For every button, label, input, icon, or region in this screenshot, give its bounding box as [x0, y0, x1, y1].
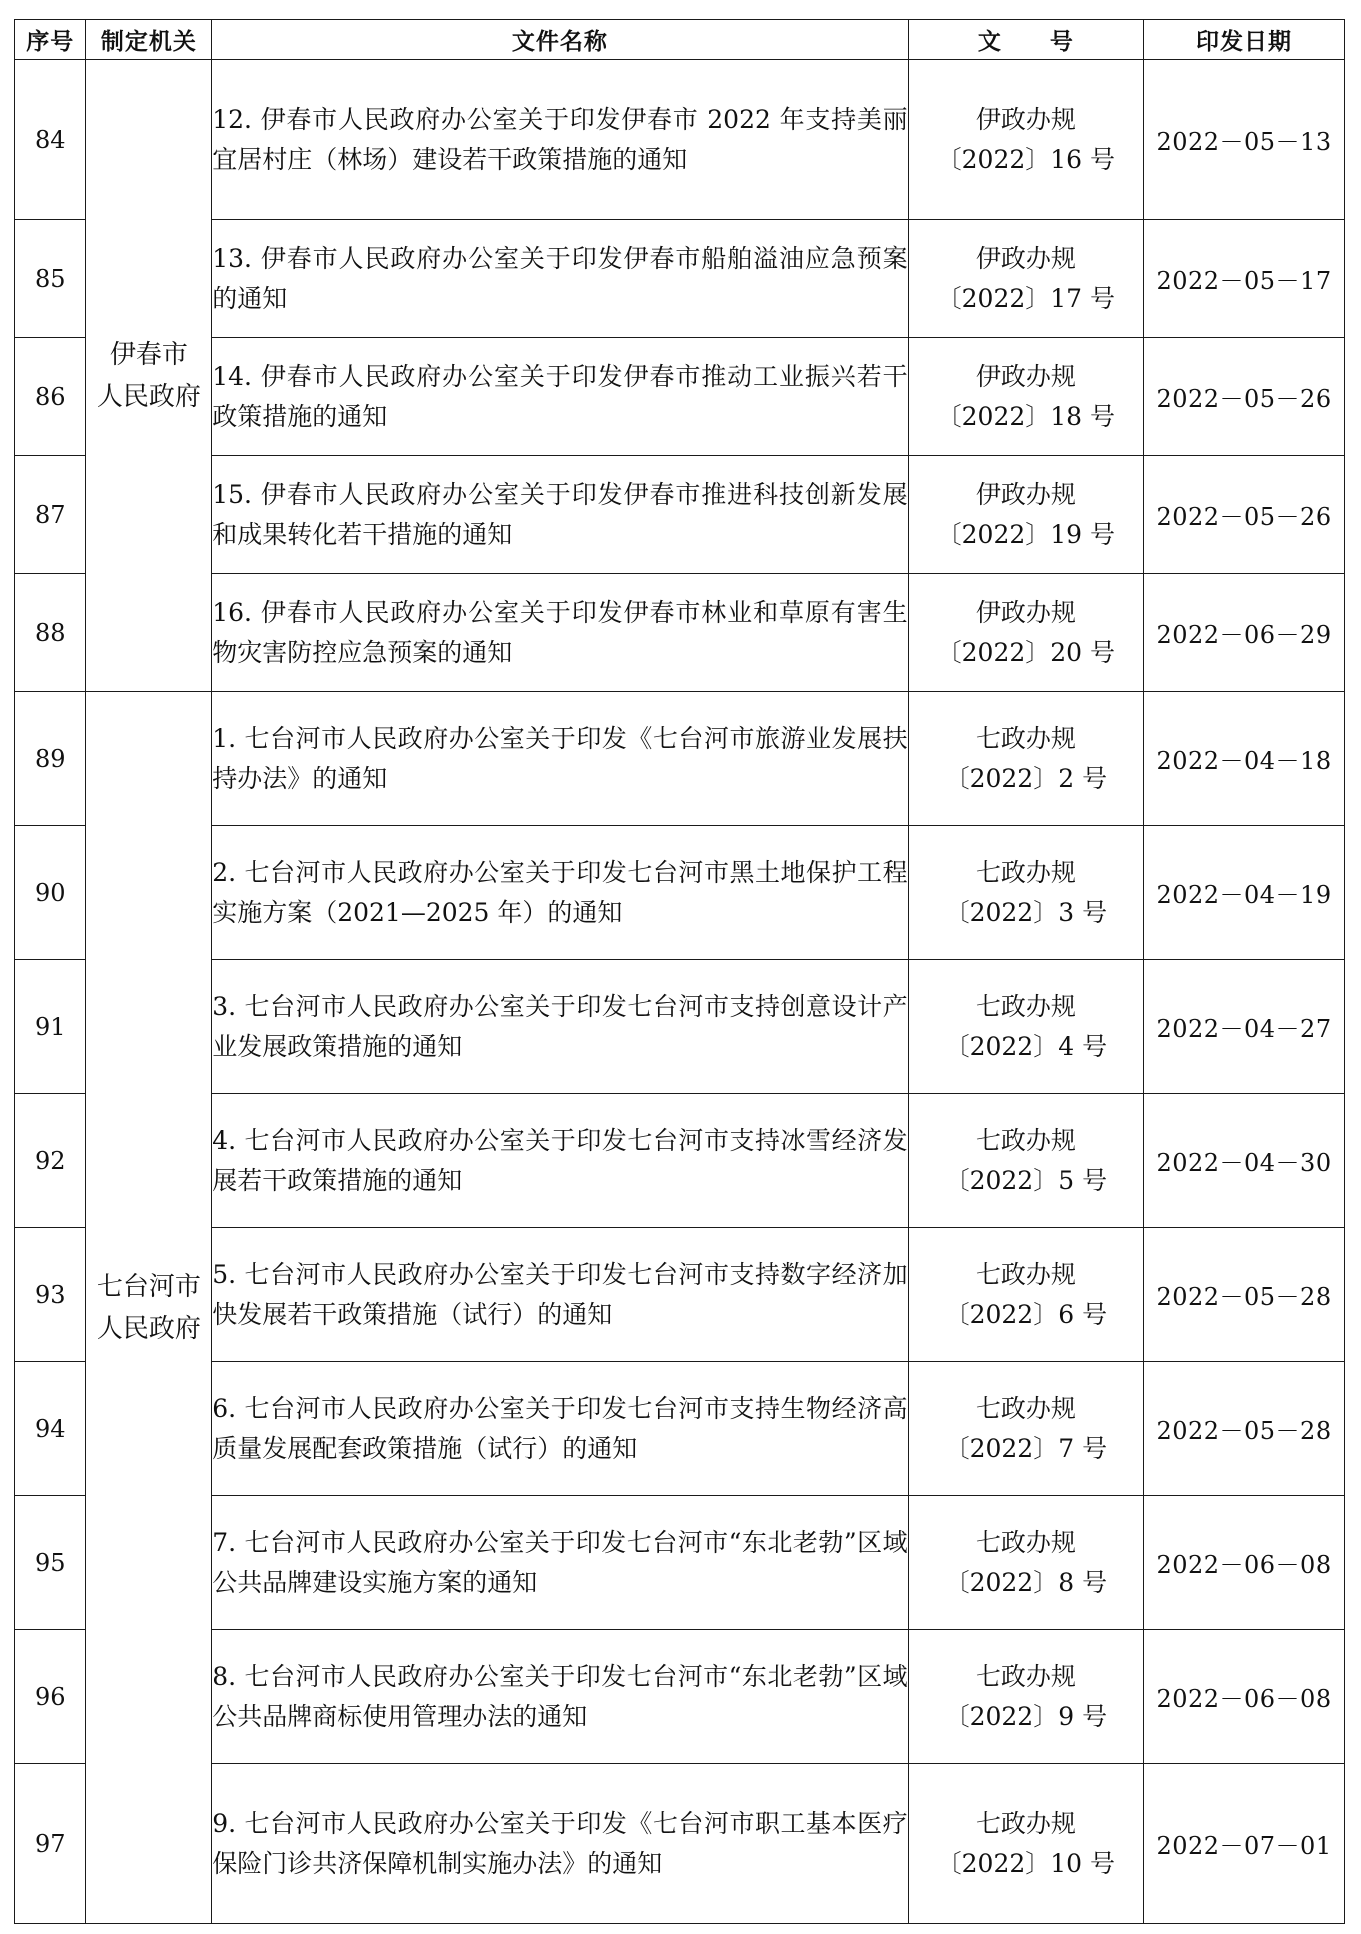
seq-cell: 90	[15, 826, 86, 960]
seq-cell: 94	[15, 1362, 86, 1496]
docno-cell	[908, 456, 1143, 574]
docno-cell	[908, 1228, 1143, 1362]
docno-line-2: 〔2022〕16 号	[936, 144, 1116, 174]
table-row	[15, 1362, 1345, 1496]
date-cell: 2022－04－30	[1144, 1094, 1345, 1228]
docno-cell	[908, 60, 1143, 220]
title-cell: 6. 七台河市人民政府办公室关于印发七台河市支持生物经济高质量发展配套政策措施（试行）的通知	[212, 1362, 908, 1496]
docno-cell	[908, 220, 1143, 338]
docno-cell	[908, 1094, 1143, 1228]
docno-line-1: 伊政办规	[975, 243, 1076, 273]
regulation-table	[14, 19, 1345, 1924]
docno-cell	[908, 692, 1143, 826]
title-cell: 16. 伊春市人民政府办公室关于印发伊春市林业和草原有害生物灾害防控应急预案的通知	[212, 574, 908, 692]
docno-line-2: 〔2022〕7 号	[944, 1433, 1108, 1463]
docno-line-1: 七政办规	[975, 991, 1076, 1021]
docno-line-2: 〔2022〕6 号	[944, 1299, 1108, 1329]
table-row	[15, 338, 1345, 456]
title-cell: 3. 七台河市人民政府办公室关于印发七台河市支持创意设计产业发展政策措施的通知	[212, 960, 908, 1094]
docno-line-1: 七政办规	[975, 1661, 1076, 1691]
docno-cell	[908, 338, 1143, 456]
docno-line-2: 〔2022〕19 号	[936, 519, 1116, 549]
title-cell: 1. 七台河市人民政府办公室关于印发《七台河市旅游业发展扶持办法》的通知	[212, 692, 908, 826]
docno-line-1: 七政办规	[975, 1527, 1076, 1557]
table-row	[15, 1228, 1345, 1362]
table-row	[15, 60, 1345, 220]
docno-line-2: 〔2022〕10 号	[936, 1848, 1116, 1878]
header-org: 制定机关	[86, 20, 212, 60]
date-cell: 2022－04－27	[1144, 960, 1345, 1094]
seq-cell: 89	[15, 692, 86, 826]
title-cell: 13. 伊春市人民政府办公室关于印发伊春市船舶溢油应急预案的通知	[212, 220, 908, 338]
table-row	[15, 1630, 1345, 1764]
header-title: 文件名称	[212, 20, 908, 60]
table-row	[15, 960, 1345, 1094]
title-cell: 7. 七台河市人民政府办公室关于印发七台河市“东北老勃”区域公共品牌建设实施方案的通知	[212, 1496, 908, 1630]
table-row	[15, 1094, 1345, 1228]
date-cell: 2022－04－19	[1144, 826, 1345, 960]
docno-line-2: 〔2022〕9 号	[944, 1701, 1108, 1731]
org-cell-yichun: 伊春市 人民政府	[86, 60, 212, 692]
docno-cell	[908, 1764, 1143, 1924]
date-cell: 2022－07－01	[1144, 1764, 1345, 1924]
docno-line-1: 七政办规	[975, 857, 1076, 887]
table-row	[15, 220, 1345, 338]
header-row	[15, 20, 1345, 60]
seq-cell: 96	[15, 1630, 86, 1764]
seq-cell: 87	[15, 456, 86, 574]
date-cell: 2022－05－17	[1144, 220, 1345, 338]
docno-line-1: 七政办规	[975, 1259, 1076, 1289]
date-cell: 2022－06－29	[1144, 574, 1345, 692]
header-docno: 文 号	[908, 20, 1143, 60]
date-cell: 2022－05－28	[1144, 1228, 1345, 1362]
docno-line-2: 〔2022〕20 号	[936, 637, 1116, 667]
table-row	[15, 826, 1345, 960]
docno-line-2: 〔2022〕4 号	[944, 1031, 1108, 1061]
title-cell: 9. 七台河市人民政府办公室关于印发《七台河市职工基本医疗保险门诊共济保障机制实施办法》的通知	[212, 1764, 908, 1924]
table-row	[15, 692, 1345, 826]
seq-cell: 97	[15, 1764, 86, 1924]
table-row	[15, 1764, 1345, 1924]
docno-line-1: 伊政办规	[975, 104, 1076, 134]
org-cell-qitaihe: 七台河市 人民政府	[86, 692, 212, 1924]
docno-cell	[908, 1362, 1143, 1496]
docno-line-2: 〔2022〕3 号	[944, 897, 1108, 927]
title-cell: 2. 七台河市人民政府办公室关于印发七台河市黑土地保护工程实施方案（2021—2025 年）的通知	[212, 826, 908, 960]
table-row	[15, 456, 1345, 574]
seq-cell: 93	[15, 1228, 86, 1362]
date-cell: 2022－05－26	[1144, 456, 1345, 574]
docno-cell	[908, 826, 1143, 960]
docno-line-2: 〔2022〕5 号	[944, 1165, 1108, 1195]
header-seq: 序号	[15, 20, 86, 60]
docno-cell	[908, 1630, 1143, 1764]
seq-cell: 88	[15, 574, 86, 692]
date-cell: 2022－05－13	[1144, 60, 1345, 220]
seq-cell: 85	[15, 220, 86, 338]
docno-cell	[908, 574, 1143, 692]
table-row	[15, 1496, 1345, 1630]
header-date: 印发日期	[1144, 20, 1345, 60]
docno-cell	[908, 1496, 1143, 1630]
date-cell: 2022－06－08	[1144, 1496, 1345, 1630]
docno-cell	[908, 960, 1143, 1094]
docno-line-1: 七政办规	[975, 1808, 1076, 1838]
seq-cell: 84	[15, 60, 86, 220]
title-cell: 8. 七台河市人民政府办公室关于印发七台河市“东北老勃”区域公共品牌商标使用管理办法的通知	[212, 1630, 908, 1764]
docno-line-2: 〔2022〕18 号	[936, 401, 1116, 431]
docno-line-1: 七政办规	[975, 1393, 1076, 1423]
date-cell: 2022－06－08	[1144, 1630, 1345, 1764]
date-cell: 2022－05－28	[1144, 1362, 1345, 1496]
date-cell: 2022－05－26	[1144, 338, 1345, 456]
title-cell: 12. 伊春市人民政府办公室关于印发伊春市 2022 年支持美丽宜居村庄（林场）建设若干政策措施的通知	[212, 60, 908, 220]
docno-line-1: 伊政办规	[975, 361, 1076, 391]
docno-line-1: 伊政办规	[975, 479, 1076, 509]
docno-line-1: 伊政办规	[975, 597, 1076, 627]
seq-cell: 92	[15, 1094, 86, 1228]
table-row	[15, 574, 1345, 692]
docno-line-1: 七政办规	[975, 1125, 1076, 1155]
date-cell: 2022－04－18	[1144, 692, 1345, 826]
docno-line-1: 七政办规	[975, 723, 1076, 753]
seq-cell: 91	[15, 960, 86, 1094]
title-cell: 15. 伊春市人民政府办公室关于印发伊春市推进科技创新发展和成果转化若干措施的通知	[212, 456, 908, 574]
seq-cell: 95	[15, 1496, 86, 1630]
title-cell: 4. 七台河市人民政府办公室关于印发七台河市支持冰雪经济发展若干政策措施的通知	[212, 1094, 908, 1228]
title-cell: 5. 七台河市人民政府办公室关于印发七台河市支持数字经济加快发展若干政策措施（试行）的通知	[212, 1228, 908, 1362]
docno-line-2: 〔2022〕8 号	[944, 1567, 1108, 1597]
title-cell: 14. 伊春市人民政府办公室关于印发伊春市推动工业振兴若干政策措施的通知	[212, 338, 908, 456]
seq-cell: 86	[15, 338, 86, 456]
docno-line-2: 〔2022〕17 号	[936, 283, 1116, 313]
docno-line-2: 〔2022〕2 号	[944, 763, 1108, 793]
